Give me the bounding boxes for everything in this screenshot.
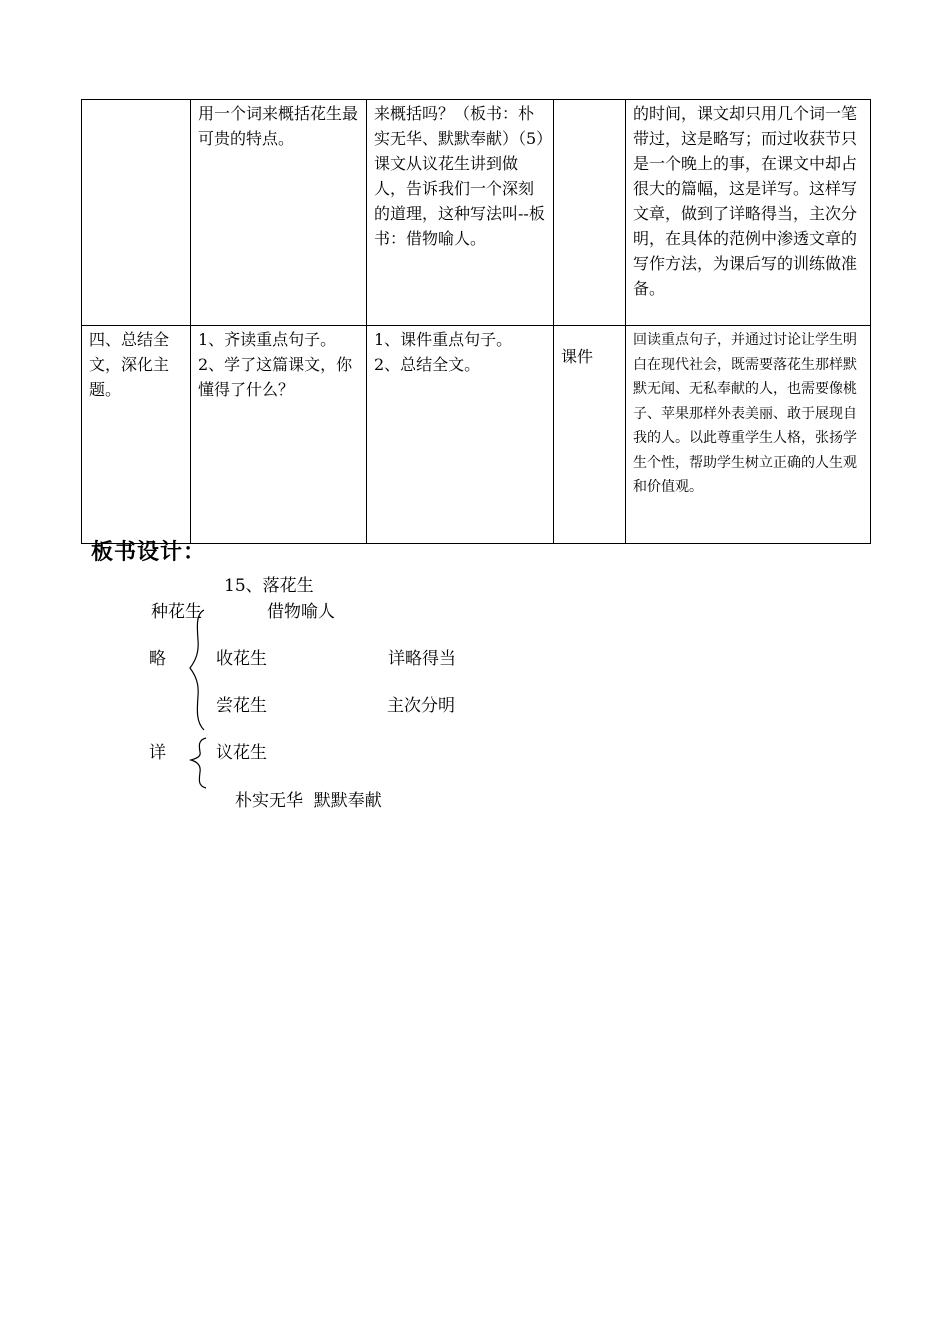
board-title: 15、落花生 xyxy=(224,576,314,596)
media-cell xyxy=(554,100,626,326)
cell-text: 用一个词来概括花生最可贵的特点。 xyxy=(198,104,359,148)
board-brief-label: 略 xyxy=(149,649,166,669)
table-row xyxy=(82,326,871,544)
design-intent-cell xyxy=(626,326,871,544)
table-row xyxy=(82,100,871,326)
student-activity-cell xyxy=(191,326,367,544)
cell-text: 2、学了这篇课文，你懂得了什么？ xyxy=(198,355,353,399)
lesson-plan-table xyxy=(81,99,871,544)
cell-text: 回读重点句子，并通过讨论让学生明白在现代社会，既需要落花生那样默默无闻、无私奉献的人，也需要像桃子、苹果那样外表美丽、敢于展现自我的人。以此尊重学生人格，张扬学生个性，帮助学生树立正确的人生观和价值观。 xyxy=(633,332,857,495)
board-theme: 借物喻人 xyxy=(267,602,335,622)
media-cell xyxy=(554,326,626,544)
board-plant-peanut: 种花生 xyxy=(151,602,202,622)
board-harvest-peanut: 收花生 xyxy=(216,649,267,669)
step-cell xyxy=(82,326,191,544)
student-activity-cell xyxy=(191,100,367,326)
teacher-activity-cell xyxy=(367,326,554,544)
board-taste-peanut: 尝花生 xyxy=(216,696,267,716)
cell-text: 1、齐读重点句子。 xyxy=(198,330,337,349)
board-virtue: 朴实无华 默默奉献 xyxy=(235,791,382,811)
board-balance: 详略得当 xyxy=(388,649,456,669)
cell-text: 2、总结全文。 xyxy=(374,355,481,374)
brief-brace xyxy=(190,610,204,730)
detail-brace xyxy=(191,738,206,788)
cell-text: 课件 xyxy=(561,347,594,366)
board-priority: 主次分明 xyxy=(387,696,455,716)
design-intent-cell xyxy=(626,100,871,326)
cell-text: 四、总结全文，深化主题。 xyxy=(89,330,170,399)
teacher-activity-cell xyxy=(367,100,554,326)
step-cell xyxy=(82,100,191,326)
board-design-heading: 板书设计： xyxy=(91,540,207,565)
board-detail-label: 详 xyxy=(149,743,166,763)
cell-text: 的时间，课文却只用几个词一笔带过，这是略写；而过收获节只是一个晚上的事，在课文中却占很大的篇幅，这是详写。这样写文章，做到了详略得当，主次分明，在具体的范例中渗透文章的写作方法，为课后写的训练做准备。 xyxy=(633,104,858,298)
board-discuss-peanut: 议花生 xyxy=(216,743,267,763)
cell-text: 1、课件重点句子。 xyxy=(374,330,513,349)
cell-text: 来概括吗？（板书：朴实无华、默默奉献）（5）课文从议花生讲到做人，告诉我们一个深刻的道理，这种写法叫--板书：借物喻人。 xyxy=(374,104,545,248)
